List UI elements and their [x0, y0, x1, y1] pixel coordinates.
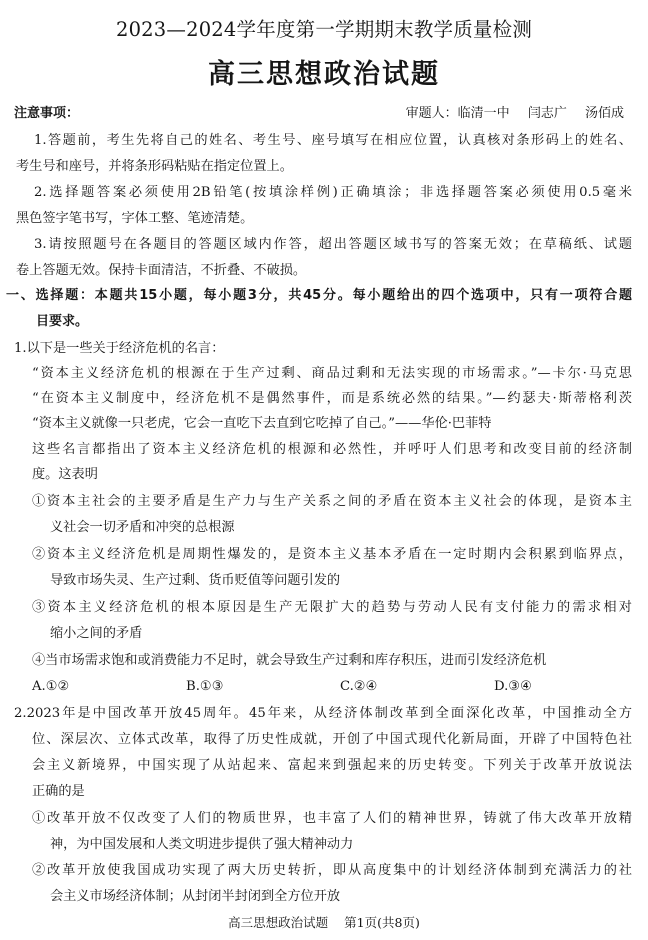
q1-quote-1: “资本主义经济危机的根源在于生产过剩、商品过剩和无法实现的市场需求。”—卡尔·马克思 — [32, 366, 632, 381]
q1-summary-line-1: 这些名言都指出了资本主义经济危机的根源和必然性，并呼吁人们思考和改变目前的经济制 — [32, 442, 632, 457]
notice-label: 注意事项： — [14, 106, 80, 121]
q1-option-a: A.①② — [32, 679, 70, 694]
reviewer-name-2: 汤佰成 — [584, 106, 624, 121]
reviewer-info — [402, 104, 624, 124]
q1-statement-2-line-1: ②资本主义经济危机是周期性爆发的，是资本主义基本矛盾在一定时期内会积累到临界点， — [32, 547, 632, 562]
reviewer-name-1: 闫志广 — [527, 106, 567, 121]
q2-line-2: 位、深层次、立体式改革，取得了历史性成就，开创了中国式现代化新局面，开辟了中国特色社 — [32, 732, 632, 747]
section-1-heading-line-2: 目要求。 — [36, 314, 89, 329]
q2-statement-1-line-1: ①改革开放不仅改变了人们的物质世界，也丰富了人们的精神世界，铸就了伟大改革开放精 — [32, 811, 632, 826]
q1-quote-2: “在资本主义制度中，经济危机不是偶然事件，而是系统必然的结果。”—约瑟夫·斯蒂格利茨 — [32, 391, 632, 406]
reviewer-label: 审题人：临清一中 — [405, 106, 510, 121]
q1-statement-2-line-2: 导致市场失灵、生产过剩、货币贬值等问题引发的 — [50, 573, 341, 588]
q1-statement-3-line-2: 缩小之间的矛盾 — [50, 626, 143, 641]
page-footer — [0, 913, 648, 931]
q1-option-d: D.③④ — [494, 679, 532, 694]
q2-line-3: 会主义新境界，中国实现了从站起来、富起来到强起来的历史转变。下列关于改革开放说法 — [32, 758, 632, 773]
q1-option-c: C.②④ — [340, 679, 378, 694]
notice-item-1-line-1: 1.答题前，考生先将自己的姓名、考生号、座号填写在相应位置，认真核对条形码上的姓名、 — [34, 133, 632, 148]
q1-option-b: B.①③ — [186, 679, 224, 694]
q2-line-4: 正确的是 — [32, 784, 85, 799]
q2-line-1: 2.2023年是中国改革开放45周年。45年来，从经济体制改革到全面深化改革，中国推动全方 — [14, 706, 632, 721]
notice-item-2-line-1: 2.选择题答案必须使用2B铅笔(按填涂样例)正确填涂；非选择题答案必须使用0.5毫米 — [34, 185, 632, 200]
section-1-heading-line-1: 一、选择题：本题共15小题，每小题3分，共45分。每小题给出的四个选项中，只有一项符合题 — [6, 288, 632, 303]
q2-statement-2-line-2: 会主义市场经济体制；从封闭半封闭到全方位开放 — [50, 889, 341, 904]
notice-item-3-line-2: 卷上答题无效。保持卡面清洁，不折叠、不破损。 — [16, 263, 307, 278]
exam-title: 2023—2024学年度第一学期期末教学质量检测 — [115, 18, 533, 41]
q2-statement-1-line-2: 神，为中国发展和人类文明进步提供了强大精神动力 — [50, 837, 354, 852]
footer-page-number: 第1页(共8页) — [344, 915, 420, 930]
q1-statement-1-line-2: 义社会一切矛盾和冲突的总根源 — [50, 520, 235, 535]
notice-item-3-line-1: 3.请按照题号在各题目的答题区域内作答，超出答题区域书写的答案无效；在草稿纸、试题 — [34, 237, 632, 252]
notice-item-1-line-2: 考生号和座号，并将条形码粘贴在指定位置上。 — [16, 159, 293, 174]
q1-summary-line-2: 度。这表明 — [32, 467, 98, 482]
q1-stem: 1.以下是一些关于经济危机的名言： — [14, 341, 225, 356]
q1-statement-4-line-1: ④当市场需求饱和或消费能力不足时，就会导致生产过剩和库存积压，进而引发经济危机 — [32, 653, 547, 668]
subject-title: 高三思想政治试题 — [208, 59, 440, 90]
q1-statement-1-line-1: ①资本主社会的主要矛盾是生产力与生产关系之间的矛盾在资本主义社会的体现，是资本主 — [32, 494, 632, 509]
q1-statement-3-line-1: ③资本主义经济危机的根本原因是生产无限扩大的趋势与劳动人民有支付能力的需求相对 — [32, 600, 632, 615]
footer-subject: 高三思想政治试题 — [228, 915, 329, 930]
q1-quote-3: “资本主义就像一只老虎，它会一直吃下去直到它吃掉了自己。”——华伦·巴菲特 — [32, 416, 492, 431]
notice-item-2-line-2: 黑色签字笔书写，字体工整、笔迹清楚。 — [16, 211, 254, 226]
q2-statement-2-line-1: ②改革开放使我国成功实现了两大历史转折，即从高度集中的计划经济体制到充满活力的社 — [32, 863, 632, 878]
